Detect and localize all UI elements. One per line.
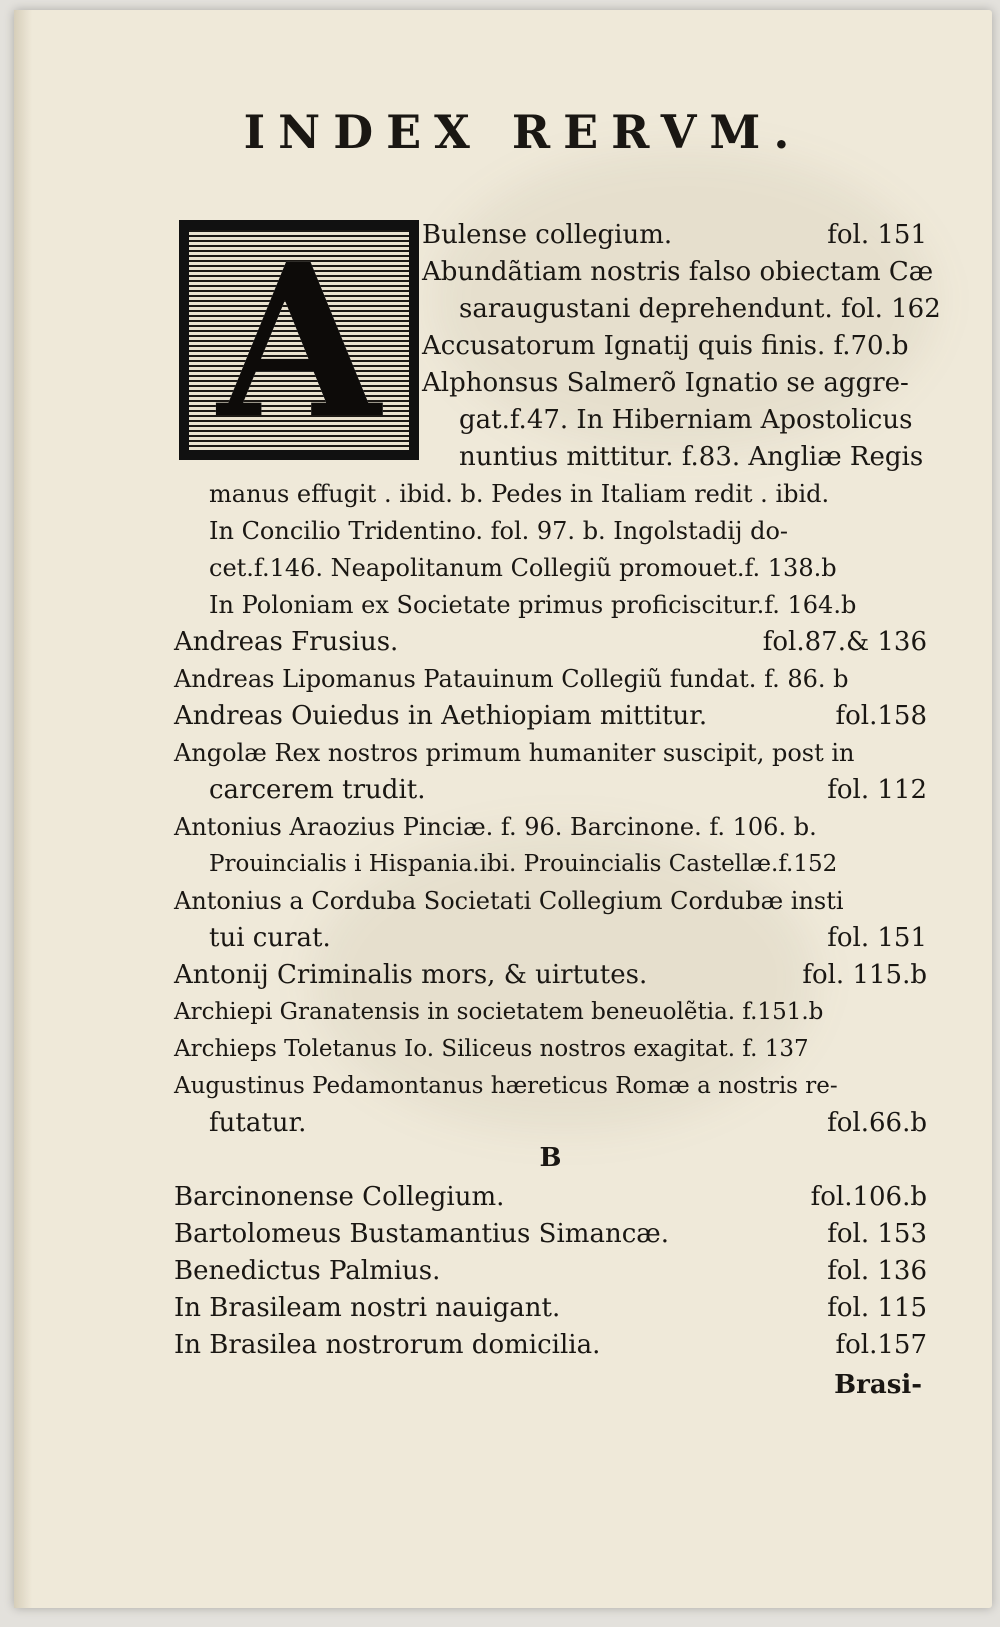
entry-text: Antonius Araozius Pinciæ. f. 96. Barcinone. f. 106. b. — [174, 813, 817, 841]
page-spine-shadow — [14, 10, 32, 1608]
entry-folio: fol. 115 — [827, 1293, 927, 1323]
entry-text: saraugustani deprehendunt. fol. 162 — [459, 294, 941, 324]
entry-folio: fol.66.b — [827, 1108, 927, 1138]
index-entry — [209, 551, 837, 585]
index-title: INDEX RERVM. — [243, 105, 803, 159]
entry-text: Abundãtiam nostris falso obiectam Cæ — [422, 257, 934, 287]
index-entry — [209, 921, 927, 955]
index-entry — [174, 1328, 927, 1362]
entry-text: Antonius a Corduba Societati Collegium Cordubæ insti — [174, 887, 844, 915]
entry-folio: fol.87.& 136 — [762, 627, 927, 657]
entry-text: Antonij Criminalis mors, & uirtutes. — [174, 960, 648, 990]
entry-text: In Concilio Tridentino. fol. 97. b. Ingolstadij do- — [209, 517, 789, 545]
initial-letter: A — [217, 230, 381, 450]
index-entry — [174, 1069, 838, 1103]
index-entry — [459, 440, 927, 474]
index-entry — [209, 477, 829, 511]
entry-text: Bulense collegium. — [422, 220, 673, 250]
index-entry — [174, 736, 855, 770]
decorated-initial — [179, 220, 419, 460]
entry-folio: fol. 115.b — [802, 960, 927, 990]
entry-text: Bartolomeus Bustamantius Simancæ. — [174, 1219, 669, 1249]
entry-folio: fol. 136 — [827, 1256, 927, 1286]
index-entry — [459, 292, 941, 326]
entry-text: futatur. — [209, 1108, 307, 1138]
entry-text: Prouincialis i Hispania.ibi. Prouincialis Castellæ.f.152 — [209, 851, 838, 877]
entry-text: Angolæ Rex nostros primum humaniter suscipit, post in — [174, 739, 855, 767]
entry-text: Andreas Lipomanus Patauinum Collegiũ fundat. f. 86. b — [174, 665, 849, 693]
catchword: Brasi- — [834, 1370, 922, 1400]
entry-text: Alphonsus Salmerõ Ignatio se aggre- — [422, 368, 909, 398]
index-entry — [174, 884, 844, 918]
index-entry — [174, 625, 927, 659]
index-entry — [174, 958, 927, 992]
entry-text: Archiepi Granatensis in societatem beneuolẽtia. f.151.b — [174, 999, 824, 1025]
index-entry — [174, 1217, 927, 1251]
index-entry — [209, 773, 927, 807]
entry-folio: fol.106.b — [810, 1182, 927, 1212]
index-entry — [459, 403, 927, 437]
initial-woodcut — [189, 230, 409, 450]
entry-text: In Brasilea nostrorum domicilia. — [174, 1330, 601, 1360]
entry-folio: fol. 153 — [827, 1219, 927, 1249]
entry-text: In Poloniam ex Societate primus proficiscitur.f. 164.b — [209, 591, 857, 619]
entry-text: In Brasileam nostri nauigant. — [174, 1293, 561, 1323]
index-entry — [209, 1106, 927, 1140]
index-entry — [422, 218, 927, 252]
entry-text: Andreas Frusius. — [174, 627, 399, 657]
index-entry — [209, 847, 837, 881]
index-entry — [174, 699, 927, 733]
entry-folio: fol. 112 — [827, 775, 927, 805]
entry-text: carcerem trudit. — [209, 775, 426, 805]
entry-text: cet.f.146. Neapolitanum Collegiũ promouet.f. 138.b — [209, 554, 837, 582]
index-entry — [174, 810, 817, 844]
entry-text: Barcinonense Collegium. — [174, 1182, 505, 1212]
index-entry — [174, 662, 849, 696]
entry-folio: fol. 151 — [827, 220, 927, 250]
index-entry — [174, 1291, 927, 1325]
entry-text: Andreas Ouiedus in Aethiopiam mittitur. — [174, 701, 708, 731]
entry-folio: fol. 151 — [827, 923, 927, 953]
entry-folio: fol.158 — [835, 701, 927, 731]
entry-text: tui curat. — [209, 923, 331, 953]
index-entry — [422, 366, 927, 400]
entry-text: gat.f.47. In Hiberniam Apostolicus — [459, 405, 913, 435]
index-entry — [174, 995, 823, 1029]
index-entry — [174, 1180, 927, 1214]
entry-text: Accusatorum Ignatij quis finis. f.70.b — [422, 331, 909, 361]
entry-text: Augustinus Pedamontanus hæreticus Romæ a nostris re- — [174, 1073, 838, 1099]
entry-text: nuntius mittitur. f.83. Angliæ Regis — [459, 442, 924, 472]
index-entry — [422, 329, 927, 363]
index-entry — [422, 255, 934, 289]
entry-text: manus effugit . ibid. b. Pedes in Italiam redit . ibid. — [209, 480, 830, 508]
index-entry — [174, 1254, 927, 1288]
entry-folio: fol.157 — [835, 1330, 927, 1360]
section-letter: B — [539, 1143, 562, 1173]
index-entry — [209, 514, 788, 548]
entry-text: Benedictus Palmius. — [174, 1256, 441, 1286]
index-entry — [209, 588, 856, 622]
book-page — [14, 10, 992, 1608]
entry-text: Archieps Toletanus Io. Siliceus nostros exagitat. f. 137 — [174, 1036, 809, 1062]
index-entry — [174, 1032, 809, 1066]
